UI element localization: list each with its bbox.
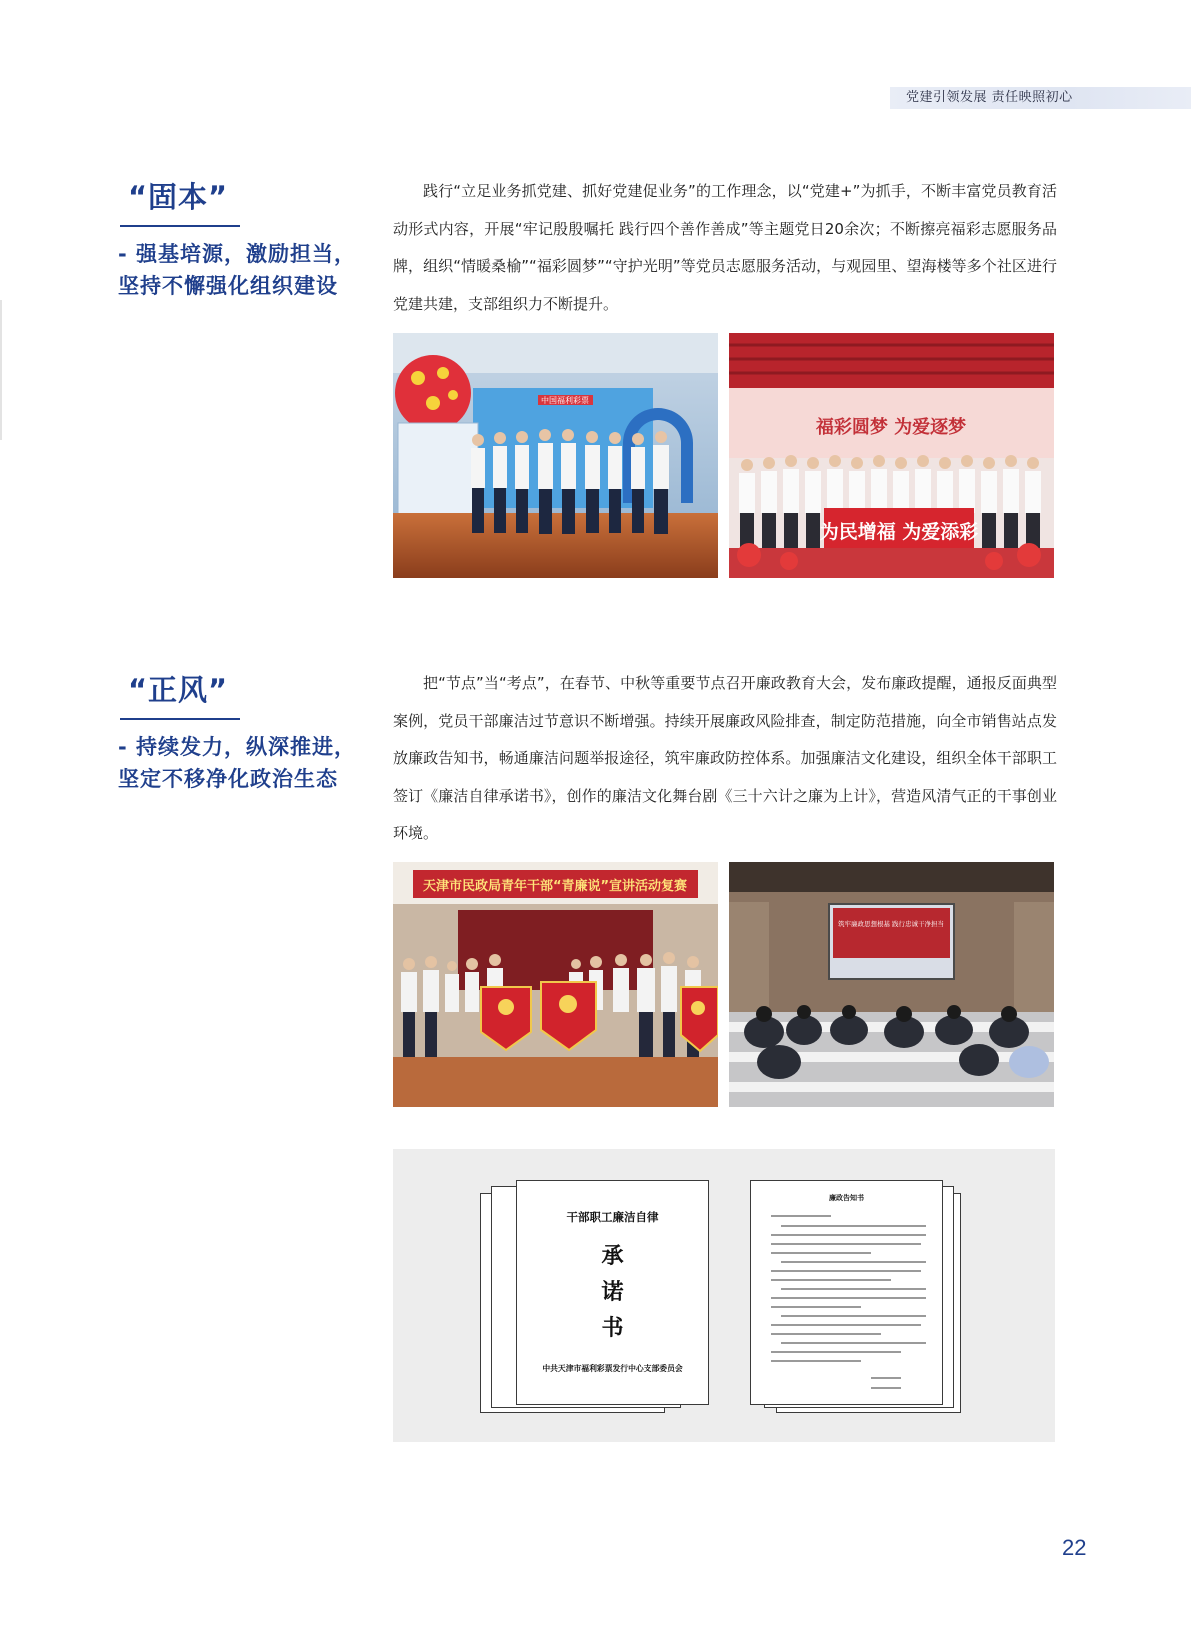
documents-panel — [393, 1149, 1055, 1442]
section-1-subtitle — [118, 238, 368, 302]
notice-line — [871, 1377, 901, 1379]
section-1-rule — [120, 225, 240, 227]
header-tagline: 党建引领发展 责任映照初心 — [906, 90, 1073, 105]
page-number: 22 — [1062, 1535, 1087, 1560]
pledge-title-char-1: 承 — [601, 1243, 624, 1269]
photo-volunteers-group — [393, 333, 718, 578]
notice-line — [771, 1270, 921, 1272]
notice-line — [771, 1252, 871, 1254]
notice-line — [781, 1342, 926, 1344]
notice-line — [771, 1351, 901, 1353]
notice-line — [771, 1297, 926, 1299]
notice-line — [771, 1324, 921, 1326]
section-1-paragraph: 践行“立足业务抓党建、抓好党建促业务”的工作理念，以“党建+”为抓手，不断丰富党员教育活动形式内容，开展“牢记殷殷嘱托 践行四个善作善成”等主题党日20余次；不断擦亮福彩志愿服务品牌，组织“情暖桑榆”“福彩圆梦”“守护光明”等党员志愿服务活动，与观园里、望海楼等多个社区进行党建共建，支部组织力不断提升。 — [393, 182, 1057, 313]
pledge-title-char-3: 书 — [601, 1315, 624, 1341]
pledge-title-char-2: 诺 — [601, 1279, 624, 1305]
photo-4-screen: 筑牢廉政思想根基 践行忠诚干净担当 — [837, 920, 945, 928]
section-2-rule — [120, 718, 240, 720]
notice-line — [771, 1333, 881, 1335]
notice-line — [871, 1387, 901, 1389]
section-2-subtitle — [118, 731, 368, 795]
pledge-document — [516, 1180, 709, 1405]
photo-conference-hall — [729, 862, 1054, 1107]
photo-youth-contest — [393, 862, 718, 1107]
notice-line — [771, 1360, 861, 1362]
section-1-subtitle-line-1: - 强基培源，激励担当， — [118, 242, 357, 266]
section-2-heading: “正风” — [128, 673, 229, 707]
photo-2-display: 为民增福 为爱添彩 — [819, 521, 979, 543]
photo-1-sign: 中国福利彩票 — [541, 396, 589, 405]
notice-line — [771, 1243, 921, 1245]
section-2-subtitle-line-2: 坚定不移净化政治生态 — [118, 767, 338, 791]
notice-line — [771, 1234, 926, 1236]
notice-line — [781, 1288, 926, 1290]
section-1-subtitle-line-2: 坚持不懈强化组织建设 — [118, 274, 338, 298]
edge-divider — [0, 300, 2, 440]
notice-document — [750, 1180, 943, 1405]
section-2-paragraph: 把“节点”当“考点”，在春节、中秋等重要节点召开廉政教育大会，发布廉政提醒，通报反面典型案例，党员干部廉洁过节意识不断增强。持续开展廉政风险排查，制定防范措施，向全市销售站点发放廉政告知书，畅通廉洁问题举报途径，筑牢廉政防控体系。加强廉洁文化建设，组织全体干部职工签订《廉洁自律承诺书》，创作的廉洁文化舞台剧《三十六计之廉为上计》，营造风清气正的干事创业环境。 — [393, 674, 1057, 842]
section-2-subtitle-line-1: - 持续发力，纵深推进， — [118, 735, 357, 759]
notice-line — [771, 1215, 831, 1217]
notice-line — [781, 1315, 926, 1317]
section-1-heading: “固本” — [128, 180, 229, 214]
photo-3-banner: 天津市民政局青年干部“青廉说”宣讲活动复赛 — [422, 879, 688, 894]
photo-volunteer-stage — [729, 333, 1054, 578]
notice-line — [781, 1225, 926, 1227]
pledge-issuer: 中共天津市福利彩票发行中心支部委员会 — [542, 1364, 683, 1373]
photo-2-banner: 福彩圆梦 为爱逐梦 — [815, 417, 967, 438]
notice-line — [771, 1279, 891, 1281]
notice-heading: 廉政告知书 — [829, 1193, 864, 1202]
notice-line — [781, 1261, 926, 1263]
notice-line — [771, 1306, 861, 1308]
pledge-heading: 干部职工廉洁自律 — [566, 1210, 659, 1224]
